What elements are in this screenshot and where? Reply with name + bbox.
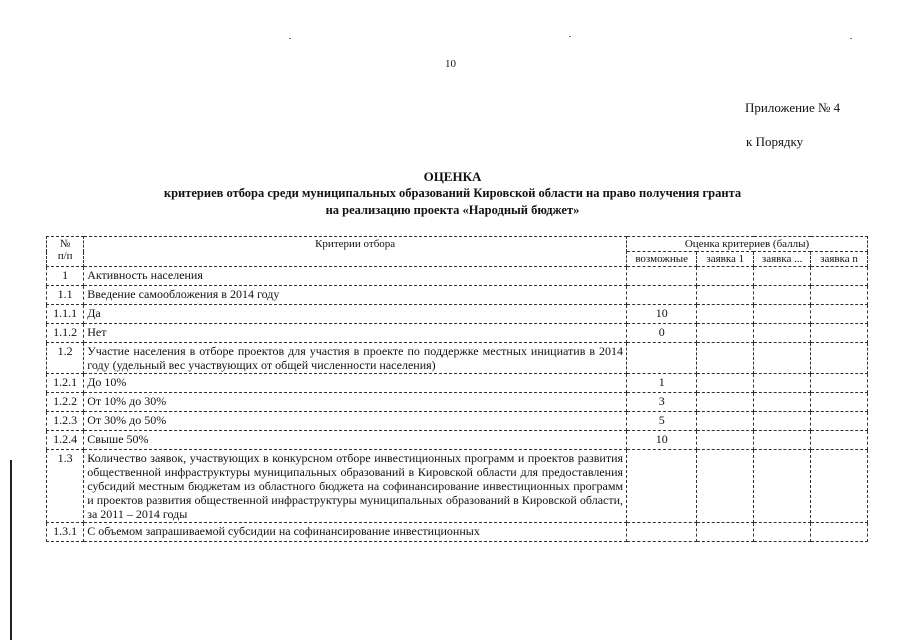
table-row (47, 450, 868, 523)
row-application-dots (754, 343, 811, 374)
row-application-dots (754, 324, 811, 343)
row-application-n (811, 450, 868, 523)
row-number: 1.2.4 (47, 431, 84, 450)
row-application-n (811, 374, 868, 393)
row-application-n (811, 286, 868, 305)
row-number: 1.2.3 (47, 412, 84, 431)
row-application-n (811, 412, 868, 431)
scan-speck (850, 38, 852, 39)
row-criterion: С объемом запрашиваемой субсидии на софинансирование инвестиционных (84, 523, 627, 542)
row-possible-score: 10 (627, 431, 697, 450)
row-application-dots (754, 393, 811, 412)
table-row (47, 393, 868, 412)
row-application-n (811, 523, 868, 542)
table-row (47, 431, 868, 450)
scan-margin-line (10, 460, 12, 640)
row-criterion: От 30% до 50% (84, 412, 627, 431)
page-number: 10 (445, 58, 456, 70)
header-score-group: Оценка критериев (баллы) (627, 237, 868, 252)
appendix-label: Приложение № 4 (745, 100, 841, 115)
criteria-table (46, 236, 868, 542)
row-number: 1.3 (47, 450, 84, 523)
row-application-1 (697, 431, 754, 450)
row-possible-score: 1 (627, 374, 697, 393)
order-label: к Порядку (746, 134, 804, 149)
row-possible-score: 0 (627, 324, 697, 343)
row-application-1 (697, 305, 754, 324)
row-criterion: Введение самообложения в 2014 году (84, 286, 627, 305)
header-number-line1: № (59, 238, 71, 250)
row-number: 1.1 (47, 286, 84, 305)
row-application-1 (697, 267, 754, 286)
row-possible-score (627, 267, 697, 286)
row-criterion: Количество заявок, участвующих в конкурсном отборе инвестиционных программ и проектов развития общественной инфраструктуры муниципальных образований в Кировской области для предоставления субсидий местным бюджетам из областного бюджета на софинансирование инвестиционных программ и проектов развития общественной инфраструктуры муниципальных образований в Кировской области, за 2011 – 2014 годы (84, 450, 627, 523)
row-possible-score: 3 (627, 393, 697, 412)
row-application-dots (754, 374, 811, 393)
header-application-dots: заявка ... (754, 252, 811, 267)
row-application-1 (697, 324, 754, 343)
document-subtitle-line1: критериев отбора среди муниципальных образований Кировской области на право получения гранта (163, 186, 742, 200)
row-application-1 (697, 450, 754, 523)
table-row (47, 324, 868, 343)
row-application-n (811, 393, 868, 412)
row-application-n (811, 324, 868, 343)
table-row (47, 374, 868, 393)
row-number: 1.2 (47, 343, 84, 374)
row-application-1 (697, 374, 754, 393)
row-possible-score (627, 450, 697, 523)
row-application-dots (754, 286, 811, 305)
row-application-dots (754, 431, 811, 450)
header-possible: возможные (627, 252, 697, 267)
row-application-n (811, 267, 868, 286)
row-possible-score (627, 523, 697, 542)
row-application-1 (697, 286, 754, 305)
row-application-dots (754, 267, 811, 286)
row-criterion: Да (84, 305, 627, 324)
header-application-n: заявка n (811, 252, 868, 267)
row-criterion: Нет (84, 324, 627, 343)
table-row (47, 523, 868, 542)
row-criterion: Активность населения (84, 267, 627, 286)
row-criterion: Свыше 50% (84, 431, 627, 450)
table-row (47, 343, 868, 374)
table-row (47, 412, 868, 431)
row-application-n (811, 431, 868, 450)
document-title: ОЦЕНКА (423, 169, 482, 184)
row-number: 1.3.1 (47, 523, 84, 542)
header-number-line2: п/п (57, 250, 73, 262)
row-application-dots (754, 305, 811, 324)
header-application-1: заявка 1 (697, 252, 754, 267)
table-row (47, 286, 868, 305)
row-number: 1 (47, 267, 84, 286)
row-criterion: До 10% (84, 374, 627, 393)
row-possible-score (627, 343, 697, 374)
row-application-n (811, 343, 868, 374)
row-possible-score: 5 (627, 412, 697, 431)
row-application-1 (697, 343, 754, 374)
row-criterion: Участие населения в отборе проектов для участия в проекте по поддержке местных инициатив в 2014 году (удельный вес участвующих от общей численности населения) (84, 343, 627, 374)
row-number: 1.2.2 (47, 393, 84, 412)
row-application-1 (697, 523, 754, 542)
row-application-dots (754, 450, 811, 523)
table-row (47, 267, 868, 286)
document-subtitle-line2: на реализацию проекта «Народный бюджет» (325, 203, 580, 217)
scan-speck (289, 38, 291, 39)
row-number: 1.1.2 (47, 324, 84, 343)
header-number (47, 237, 84, 267)
row-number: 1.1.1 (47, 305, 84, 324)
header-criteria: Критерии отбора (84, 237, 627, 267)
row-application-1 (697, 412, 754, 431)
row-possible-score: 10 (627, 305, 697, 324)
row-application-n (811, 305, 868, 324)
row-application-dots (754, 523, 811, 542)
scan-speck (569, 36, 571, 37)
row-number: 1.2.1 (47, 374, 84, 393)
row-possible-score (627, 286, 697, 305)
row-application-1 (697, 393, 754, 412)
row-criterion: От 10% до 30% (84, 393, 627, 412)
table-row (47, 305, 868, 324)
row-application-dots (754, 412, 811, 431)
